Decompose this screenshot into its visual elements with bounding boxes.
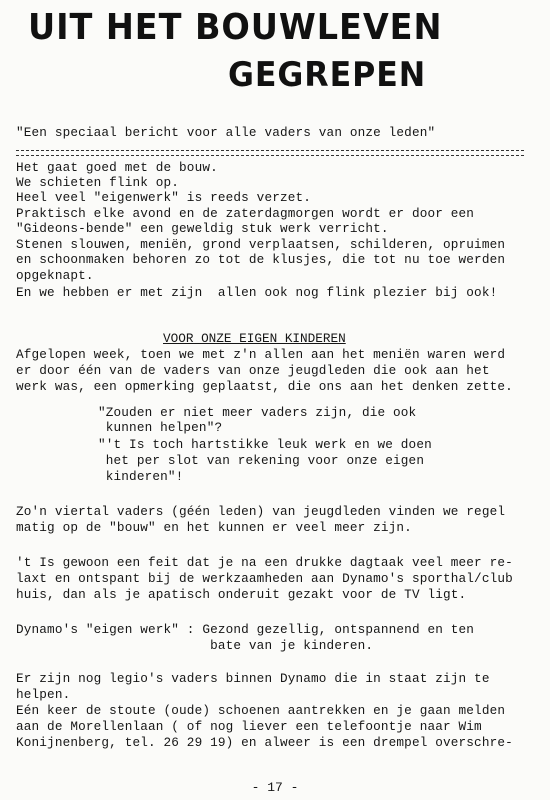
quote-line: kinderen"! xyxy=(98,469,184,484)
paragraph-line: Dynamo's "eigen werk" : Gezond gezellig, ontspannend en ten xyxy=(16,622,475,637)
paragraph-line: helpen. xyxy=(16,687,71,702)
headline-line-2: GEGREPEN xyxy=(228,55,427,95)
intro-line: En we hebben er met zijn allen ook nog flink plezier bij ook! xyxy=(16,285,498,300)
subtitle: "Een speciaal bericht voor alle vaders van onze leden" xyxy=(16,125,436,140)
intro-line: Heel veel "eigenwerk" is reeds verzet. xyxy=(16,190,312,205)
paragraph-line: matig op de "bouw" en het kunnen er veel meer zijn. xyxy=(16,520,412,535)
headline-line-1: UIT HET BOUWLEVEN xyxy=(28,7,443,48)
page-number: - 17 - xyxy=(251,780,299,795)
quote-line: "'t Is toch hartstikke leuk werk en we doen xyxy=(98,437,432,452)
paragraph-line: bate van je kinderen. xyxy=(16,638,374,653)
intro-line: We schieten flink op. xyxy=(16,175,180,190)
quote-line: het per slot van rekening voor onze eigen xyxy=(98,453,425,468)
intro-line: en schoonmaken behoren zo tot de klusjes, die tot nu toe werden xyxy=(16,252,506,267)
paragraph-line: werk was, een opmerking geplaatst, die ons aan het denken zette. xyxy=(16,379,513,394)
paragraph-line: 't Is gewoon een feit dat je na een drukke dagtaak veel meer re- xyxy=(16,555,513,570)
intro-line: Stenen slouwen, meniën, grond verplaatsen, schilderen, opruimen xyxy=(16,237,506,252)
section-heading: VOOR ONZE EIGEN KINDEREN xyxy=(163,331,346,346)
intro-line: "Gideons-bende" een geweldig stuk werk verricht. xyxy=(16,221,389,236)
paragraph-line: huis, dan als je apatisch onderuit gezakt voor de TV ligt. xyxy=(16,587,467,602)
paragraph-line: aan de Morellenlaan ( of nog liever een telefoontje naar Wim xyxy=(16,719,482,734)
paragraph-line: laxt en ontspant bij de werkzaamheden aan Dynamo's sporthal/club xyxy=(16,571,513,586)
quote-line: "Zouden er niet meer vaders zijn, die ook xyxy=(98,405,417,420)
intro-line: opgeknapt. xyxy=(16,268,94,283)
paragraph-line: Er zijn nog legio's vaders binnen Dynamo die in staat zijn te xyxy=(16,671,490,686)
quote-line: kunnen helpen"? xyxy=(98,420,223,435)
paragraph-line: er door één van de vaders van onze jeugdleden die ook aan het xyxy=(16,363,490,378)
paragraph-line: Eén keer de stoute (oude) schoenen aantrekken en je gaan melden xyxy=(16,703,506,718)
divider-rule xyxy=(16,150,524,156)
intro-line: Praktisch elke avond en de zaterdagmorgen wordt er door een xyxy=(16,206,475,221)
intro-line: Het gaat goed met de bouw. xyxy=(16,160,218,175)
paragraph-line: Konijnenberg, tel. 26 29 19) en alweer is een drempel overschre- xyxy=(16,735,513,750)
paragraph-line: Afgelopen week, toen we met z'n allen aan het meniën waren werd xyxy=(16,347,506,362)
paragraph-line: Zo'n viertal vaders (géén leden) van jeugdleden vinden we regel xyxy=(16,504,506,519)
